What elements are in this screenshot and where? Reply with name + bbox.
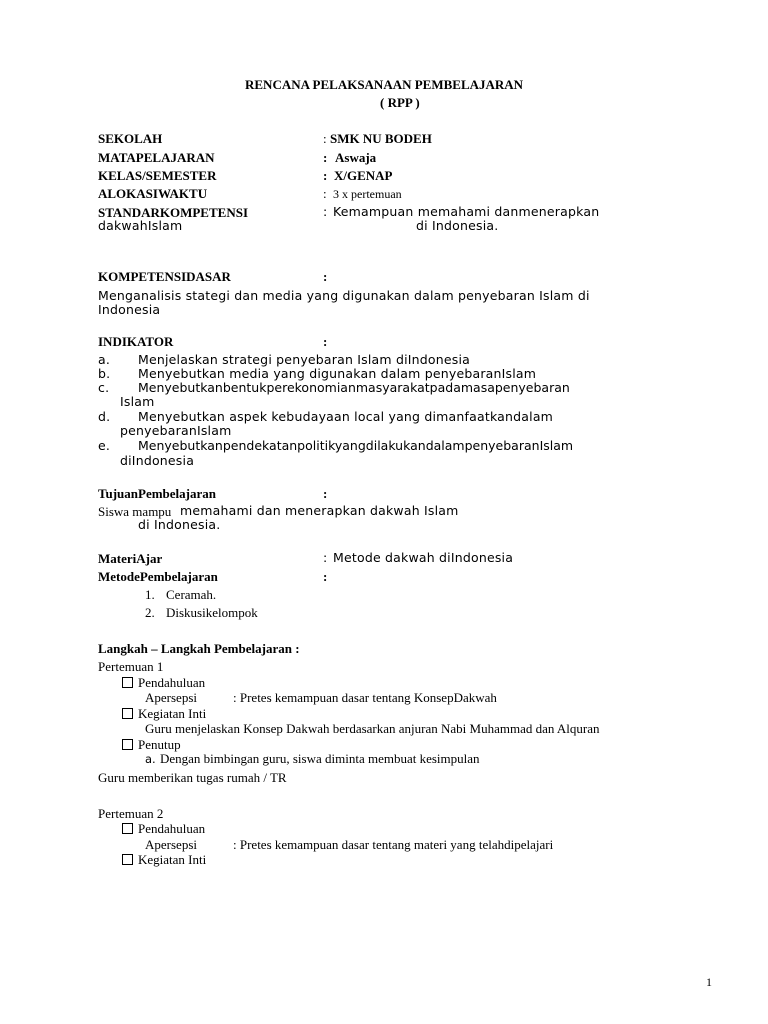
p1-penutup-mark: a. — [145, 752, 156, 766]
metode-label: MetodePembelajaran — [98, 569, 218, 584]
indikator-d-cont: penyebaranIslam — [120, 423, 232, 438]
materi-value: Metode dakwah diIndonesia — [333, 550, 514, 565]
colon: : — [323, 186, 327, 201]
indikator-e-mark: e. — [98, 438, 111, 453]
checkbox-icon — [122, 739, 133, 750]
p1-penutup-text: Dengan bimbingan guru, siswa diminta membuat kesimpulan — [160, 751, 480, 766]
page-number: 1 — [706, 975, 712, 989]
indikator-a-text: Menjelaskan strategi penyebaran Islam diIndonesia — [138, 352, 471, 367]
time-label: ALOKASIWAKTU — [98, 186, 208, 201]
colon: : — [323, 269, 328, 284]
indikator-c-mark: c. — [98, 380, 110, 395]
subject-value: Aswaja — [335, 150, 377, 165]
class-label: KELAS/SEMESTER — [98, 168, 217, 183]
colon: : — [323, 204, 328, 219]
colon: : — [323, 550, 328, 565]
colon: : — [323, 334, 328, 349]
p2-inti-label: Kegiatan Inti — [138, 852, 207, 867]
colon: : — [323, 168, 328, 183]
p1-inti-text: Guru menjelaskan Konsep Dakwah berdasarkan anjuran Nabi Muhammad dan Alquran — [145, 721, 600, 736]
document-title: RENCANA PELAKSANAAN PEMBELAJARAN — [245, 77, 524, 92]
p1-inti-label: Kegiatan Inti — [138, 706, 207, 721]
sk-label: STANDARKOMPETENSI — [98, 205, 249, 220]
indikator-c-cont: Islam — [120, 394, 155, 409]
checkbox-icon — [122, 677, 133, 688]
p1-pendahuluan-item — [122, 675, 205, 691]
p1-inti-item — [122, 706, 206, 722]
metode-item-1: Ceramah. — [166, 587, 217, 602]
document-subtitle: ( RPP ) — [380, 95, 420, 110]
indikator-e-text: MenyebutkanpendekatanpolitikyangdilakukandalampenyebaranIslam — [138, 438, 574, 453]
sk-value-line2a: dakwahIslam — [98, 218, 183, 233]
sk-value-line2b: di Indonesia. — [416, 218, 499, 233]
indikator-e-cont: diIndonesia — [120, 453, 195, 468]
indikator-c-text: Menyebutkanbentukperekonomianmasyarakatpadamasapenyebaran — [138, 380, 570, 395]
school-value: SMK NU BODEH — [330, 131, 432, 146]
p1-apersepsi-label: Apersepsi — [145, 690, 197, 705]
indikator-b-mark: b. — [98, 366, 111, 381]
tujuan-text-line1a: Siswa mampu — [98, 504, 172, 519]
colon: : — [323, 569, 328, 584]
indikator-b-text: Menyebutkan media yang digunakan dalam penyebaranIslam — [138, 366, 537, 381]
indikator-d-text: Menyebutkan aspek kebudayaan local yang dimanfaatkandalam — [138, 409, 554, 424]
checkbox-icon — [122, 823, 133, 834]
colon: : — [323, 486, 328, 501]
materi-label: MateriAjar — [98, 551, 163, 566]
checkbox-icon — [122, 854, 133, 865]
class-value: X/GENAP — [334, 168, 393, 183]
tujuan-text-line1b: memahami dan menerapkan dakwah Islam — [180, 503, 459, 518]
p2-apersepsi-label: Apersepsi — [145, 837, 197, 852]
kd-text-line2: Indonesia — [98, 302, 161, 317]
p2-pendahuluan-label: Pendahuluan — [138, 821, 206, 836]
kd-text-line1: Menganalisis stategi dan media yang digunakan dalam penyebaran Islam di — [98, 288, 590, 303]
indikator-label: INDIKATOR — [98, 334, 174, 349]
pertemuan-1-title: Pertemuan 1 — [98, 659, 164, 674]
kd-label: KOMPETENSIDASAR — [98, 269, 231, 284]
langkah-label: Langkah – Langkah Pembelajaran : — [98, 641, 300, 656]
p2-inti-item — [122, 852, 206, 868]
p1-tugas-text: Guru memberikan tugas rumah / TR — [98, 770, 287, 785]
tujuan-label: TujuanPembelajaran — [98, 486, 216, 501]
p2-apersepsi-value: : Pretes kemampuan dasar tentang materi yang telahdipelajari — [233, 837, 554, 852]
colon: : — [323, 131, 327, 146]
checkbox-icon — [122, 708, 133, 719]
metode-item-2: Diskusikelompok — [166, 605, 258, 620]
subject-label: MATAPELAJARAN — [98, 150, 215, 165]
indikator-d-mark: d. — [98, 409, 111, 424]
sk-value-line1: Kemampuan memahami danmenerapkan — [333, 204, 600, 219]
p2-pendahuluan-item — [122, 821, 205, 837]
p1-penutup-label: Penutup — [138, 737, 181, 752]
time-value: 3 x pertemuan — [333, 187, 402, 201]
p1-apersepsi-value: : Pretes kemampuan dasar tentang KonsepDakwah — [233, 690, 497, 705]
school-label: SEKOLAH — [98, 131, 163, 146]
indikator-a-mark: a. — [98, 352, 111, 367]
p1-pendahuluan-label: Pendahuluan — [138, 675, 206, 690]
metode-item-number: 2. — [145, 605, 155, 620]
colon: : — [323, 150, 328, 165]
tujuan-text-line2: di Indonesia. — [138, 517, 221, 532]
pertemuan-2-title: Pertemuan 2 — [98, 806, 164, 821]
metode-item-number: 1. — [145, 587, 155, 602]
